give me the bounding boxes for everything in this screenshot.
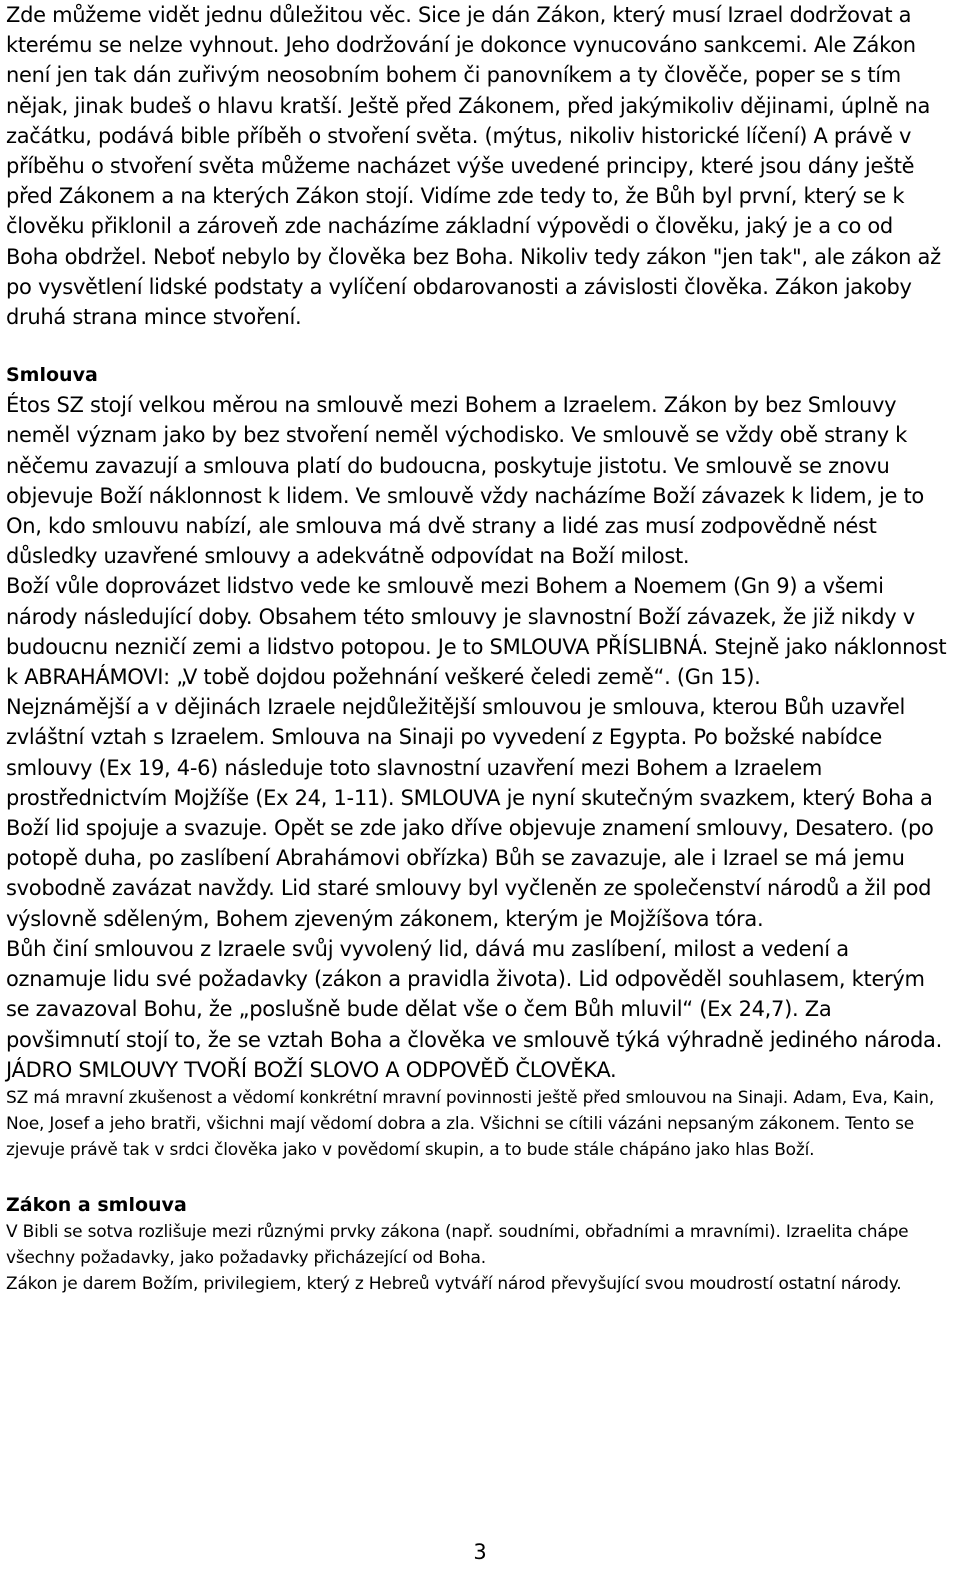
section-heading-zakon-a-smlouva: Zákon a smlouva [6, 1193, 187, 1216]
document-page [6, 0, 951, 1297]
smlouva-core-statement: JÁDRO SMLOUVY TVOŘÍ BOŽÍ SLOVO A ODPOVĚĎ ČLOVĚKA. [6, 1057, 617, 1082]
intro-paragraph: Zde můžeme vidět jednu důležitou věc. Sice je dán Zákon, který musí Izrael dodržovat a kterému se nelze vyhnout. Jeho dodržování je dokonce vynucováno sankcemi. Ale Zákon není jen tak dán zuřivým neosobním bohem či panovníkem a ty člověče, poper se s tím nějak, jinak budeš o hlavu kratší. Ještě před Zákonem, před jakýmikoliv dějinami, úplně na začátku, podává bible příběh o stvoření světa. (mýtus, nikoliv historické líčení) A právě v příběhu o stvoření světa můžeme nacházet výše uvedené principy, které jsou dány ještě před Zákonem a na kterých Zákon stojí. Vidíme zde tedy to, že Bůh byl první, který se k člověku přiklonil a zároveň zde nacházíme základní výpovědi o člověku, jaký je a co od Boha obdržel. Neboť nebylo by člověka bez Boha. Nikoliv tedy zákon "jen tak", ale zákon až po vysvětlení lidské podstaty a vylíčení obdarovanosti a závislosti člověka. Zákon jakoby druhá strana mince stvoření. [6, 3, 941, 330]
zakon-paragraph-1: V Bibli se sotva rozlišuje mezi různými prvky zákona (např. soudními, obřadními a mravními). Izraelita chápe všechny požadavky, jako požadavky přicházející od Boha. [6, 1221, 909, 1268]
smlouva-small-paragraph: SZ má mravní zkušenost a vědomí konkrétní mravní povinnosti ještě před smlouvou na Sinaji. Adam, Eva, Kain, Noe, Josef a jeho bratři, všichni mají vědomí dobra a zla. Všichni se cítili vázáni nepsaným zákonem. Tento se zjevuje právě tak v srdci člověka jako v povědomí skupin, a to bude stále chápáno jako hlas Boží. [6, 1087, 935, 1160]
smlouva-paragraph-1: Étos SZ stojí velkou měrou na smlouvě mezi Bohem a Izraelem. Zákon by bez Smlouvy neměl význam jako by bez stvoření neměl východisko. Ve smlouvě se vždy obě strany k něčemu zavazují a smlouva platí do budoucna, poskytuje jistotu. Ve smlouvě se znovu objevuje Boží náklonnost k lidem. Ve smlouvě vždy nacházíme Boží závazek k lidem, je to On, kdo smlouvu nabízí, ale smlouva má dvě strany a lidé zas musí zodpovědně nést důsledky uzavřené smlouvy a adekvátně odpovídat na Boží milost. [6, 393, 924, 569]
smlouva-paragraph-2: Boží vůle doprovázet lidstvo vede ke smlouvě mezi Bohem a Noemem (Gn 9) a všemi národy následující doby. Obsahem této smlouvy je slavnostní Boží závazek, že již nikdy v budoucnu nezničí zemi a lidstvo potopou. Je to SMLOUVA PŘÍSLIBNÁ. Stejně jako náklonnost k ABRAHÁMOVI: „V tobě dojdou požehnání veškeré čeledi země“. (Gn 15). [6, 574, 947, 690]
page-number: 3 [473, 1540, 487, 1564]
zakon-paragraph-2: Zákon je darem Božím, privilegiem, který z Hebreů vytváří národ převyšující svou moudrostí ostatní národy. [6, 1273, 902, 1294]
smlouva-paragraph-4: Bůh činí smlouvou z Izraele svůj vyvolený lid, dává mu zaslíbení, milost a vedení a oznamuje lidu své požadavky (zákon a pravidla života). Lid odpověděl souhlasem, kterým se zavazoval Bohu, že „poslušně bude dělat vše o čem Bůh mluvil“ (Ex 24,7). Za povšimnutí stojí to, že se vztah Boha a člověka ve smlouvě týká výhradně jediného národa. [6, 936, 942, 1052]
section-heading-smlouva: Smlouva [6, 364, 98, 387]
smlouva-paragraph-3: Nejznámější a v dějinách Izraele nejdůležitější smlouvou je smlouva, kterou Bůh uzavřel zvláštní vztah s Izraelem. Smlouva na Sinaji po vyvedení z Egypta. Po božské nabídce smlouvy (Ex 19, 4-6) následuje toto slavnostní uzavření mezi Bohem a Izraelem prostřednictvím Mojžíše (Ex 24, 1-11). SMLOUVA je nyní skutečným svazkem, který Boha a Boží lid spojuje a svazuje. Opět se zde jako dříve objevuje znamení smlouvy, Desatero. (po potopě duha, po zaslíbení Abrahámovi obřízka) Bůh se zavazuje, ale i Izrael se má jemu svobodně zavázat navždy. Lid staré smlouvy byl vyčleněn ze společenství národů a žil pod výslovně sděleným, Bohem zjeveným zákonem, kterým je Mojžíšova tóra. [6, 695, 934, 931]
